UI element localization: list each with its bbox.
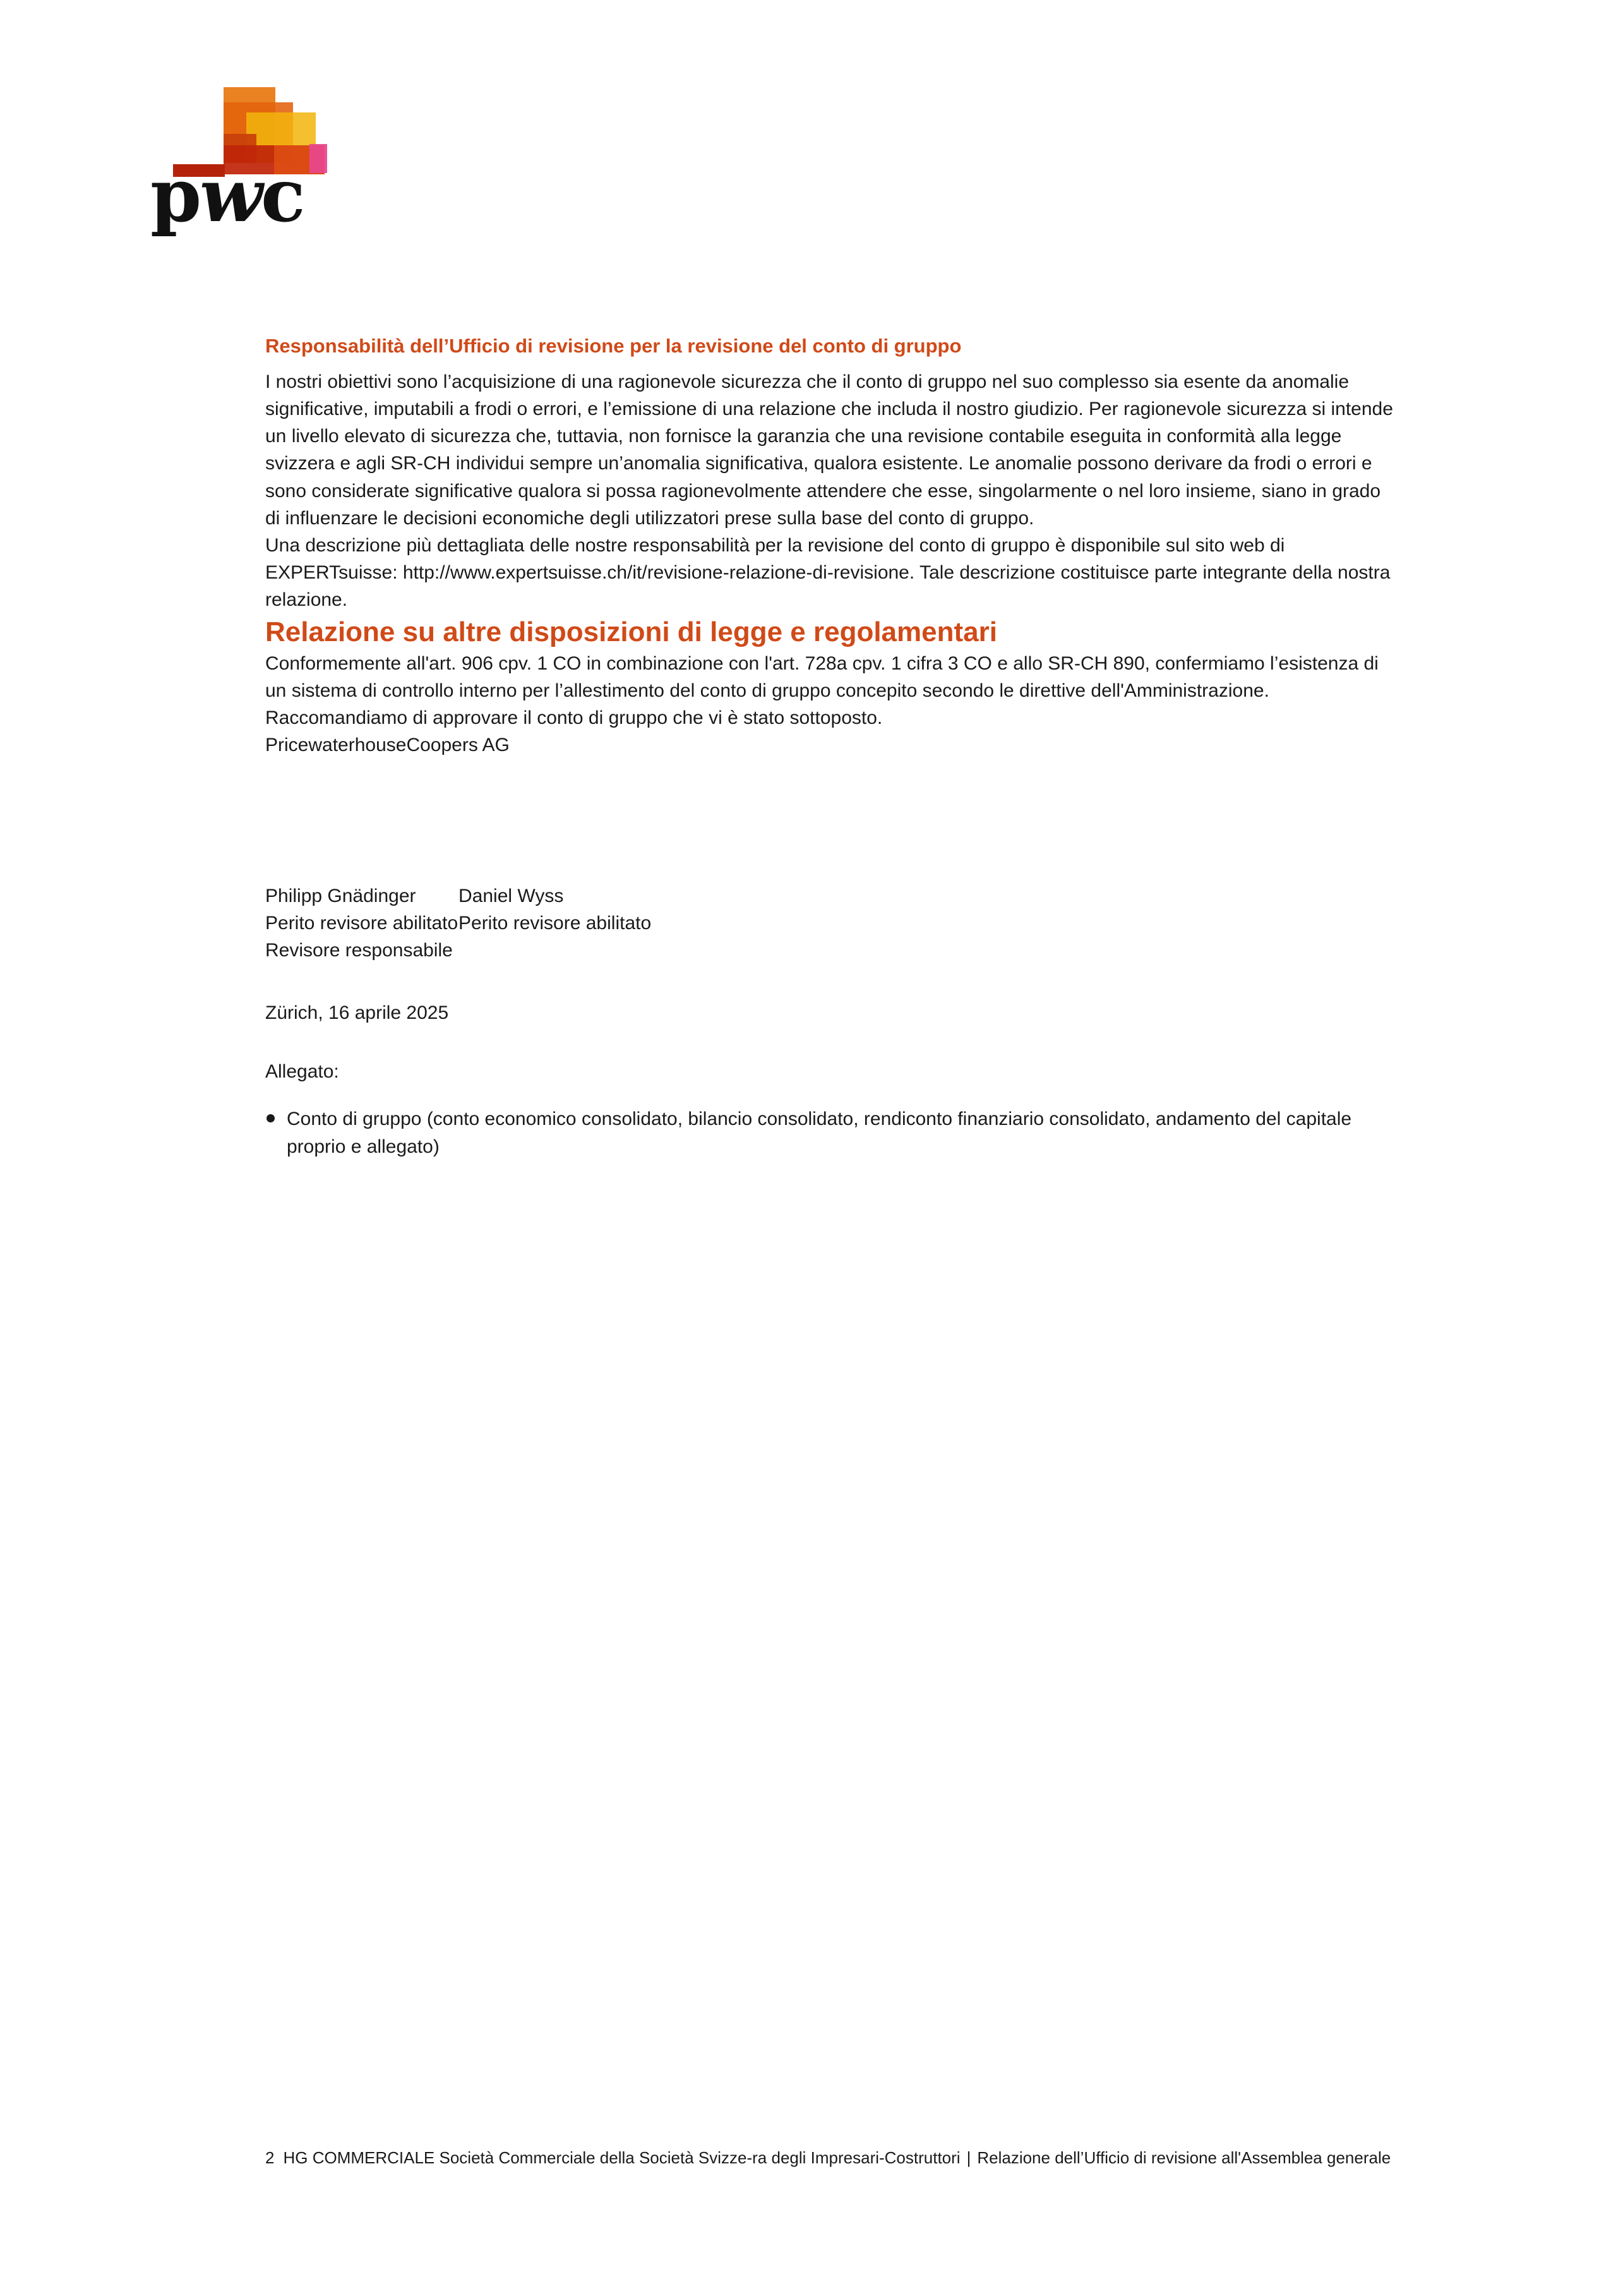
list-item [265,1105,1396,1160]
firm-name: PricewaterhouseCoopers AG [265,735,510,756]
signatory-name: Daniel Wyss [458,885,564,906]
signatory-role: Revisore responsabile [265,939,453,961]
page-footer [265,2146,1402,2170]
attachments-label: Allegato: [265,1061,339,1083]
footer-entity-name: HG COMMERCIALE Società Commerciale della Società Svizze-ra degli Impresari-Costruttori [283,2148,961,2167]
signatory-philipp-gnadinger [265,882,458,965]
bullet-icon [267,1114,275,1122]
paragraph-internal-control: Conformemente all'art. 906 cpv. 1 CO in combinazione con l'art. 728a cpv. 1 cifra 3 CO e allo SR-CH 890, confermiamo l’esistenza di un sistema di controllo interno per l’allestimento del conto di gruppo concepito secondo le direttive dell'Amministrazione. [265,652,1379,701]
place-and-date: Zürich, 16 aprile 2025 [265,1002,449,1024]
signatory-name: Philipp Gnädinger [265,885,416,906]
footer-separator: | [966,2148,971,2167]
subsection-heading-responsabilita: Responsabilità dell’Ufficio di revisione per la revisione del conto di gruppo [265,335,962,357]
pwc-wordmark [150,153,304,239]
wordmark-letter-w: w [200,153,261,239]
paragraph-expertsuisse-reference: Una descrizione più dettagliata delle nostre responsabilità per la revisione del conto di gruppo è disponibile sul sito web di EXPERTsuisse: http://www.expertsuisse.ch/it/revisione-relazione-di-revisione. Tale descrizione costituisce parte integrante della nostra relazione. [265,535,1391,611]
paragraph-objectives: I nostri obiettivi sono l’acquisizione di una ragionevole sicurezza che il conto di gruppo nel suo complesso sia esente da anomalie significative, imputabili a frodi o errori, e l’emissione di una relazione che includa il nostro giudizio. Per ragionevole sicurezza si intende un livello elevato di sicurezza che, tuttavia, non fornisce la garanzia che una revisione contabile eseguita in conformità alla legge svizzera e agli SR-CH individui sempre un’anomalia significativa, qualora esistente. Le anomalie possono derivare da frodi o errori e sono considerate significative qualora si possa ragionevolmente attendere che esse, singolarmente o nel loro insieme, siano in grado di influenzare le decisioni economiche degli utilizzatori prese sulla base del conto di gruppo. [265,371,1393,529]
wordmark-letter-c: c [260,153,304,239]
wordmark-letter-p: p [150,153,200,239]
document-content [265,334,1396,1160]
signatory-daniel-wyss [458,882,651,965]
logo-block-pink [309,144,327,173]
signature-block [265,882,1396,965]
signatory-title: Perito revisore abilitato [265,912,458,934]
paragraph-recommendation: Raccomandiamo di approvare il conto di gruppo che vi è stato sottoposto. [265,707,883,729]
footer-page-number: 2 [265,2148,275,2167]
footer-document-title: Relazione dell’Ufficio di revisione all'Assemblea generale [977,2148,1391,2167]
section-heading-altre-disposizioni: Relazione su altre disposizioni di legge e regolamentari [265,616,997,647]
attachment-text: Conto di gruppo (conto economico consolidato, bilancio consolidato, rendiconto finanziario consolidato, andamento del capitale proprio e allegato) [287,1109,1352,1157]
pwc-logo [150,76,365,259]
attachments-list [265,1105,1396,1160]
signatory-title: Perito revisore abilitato [458,912,652,934]
